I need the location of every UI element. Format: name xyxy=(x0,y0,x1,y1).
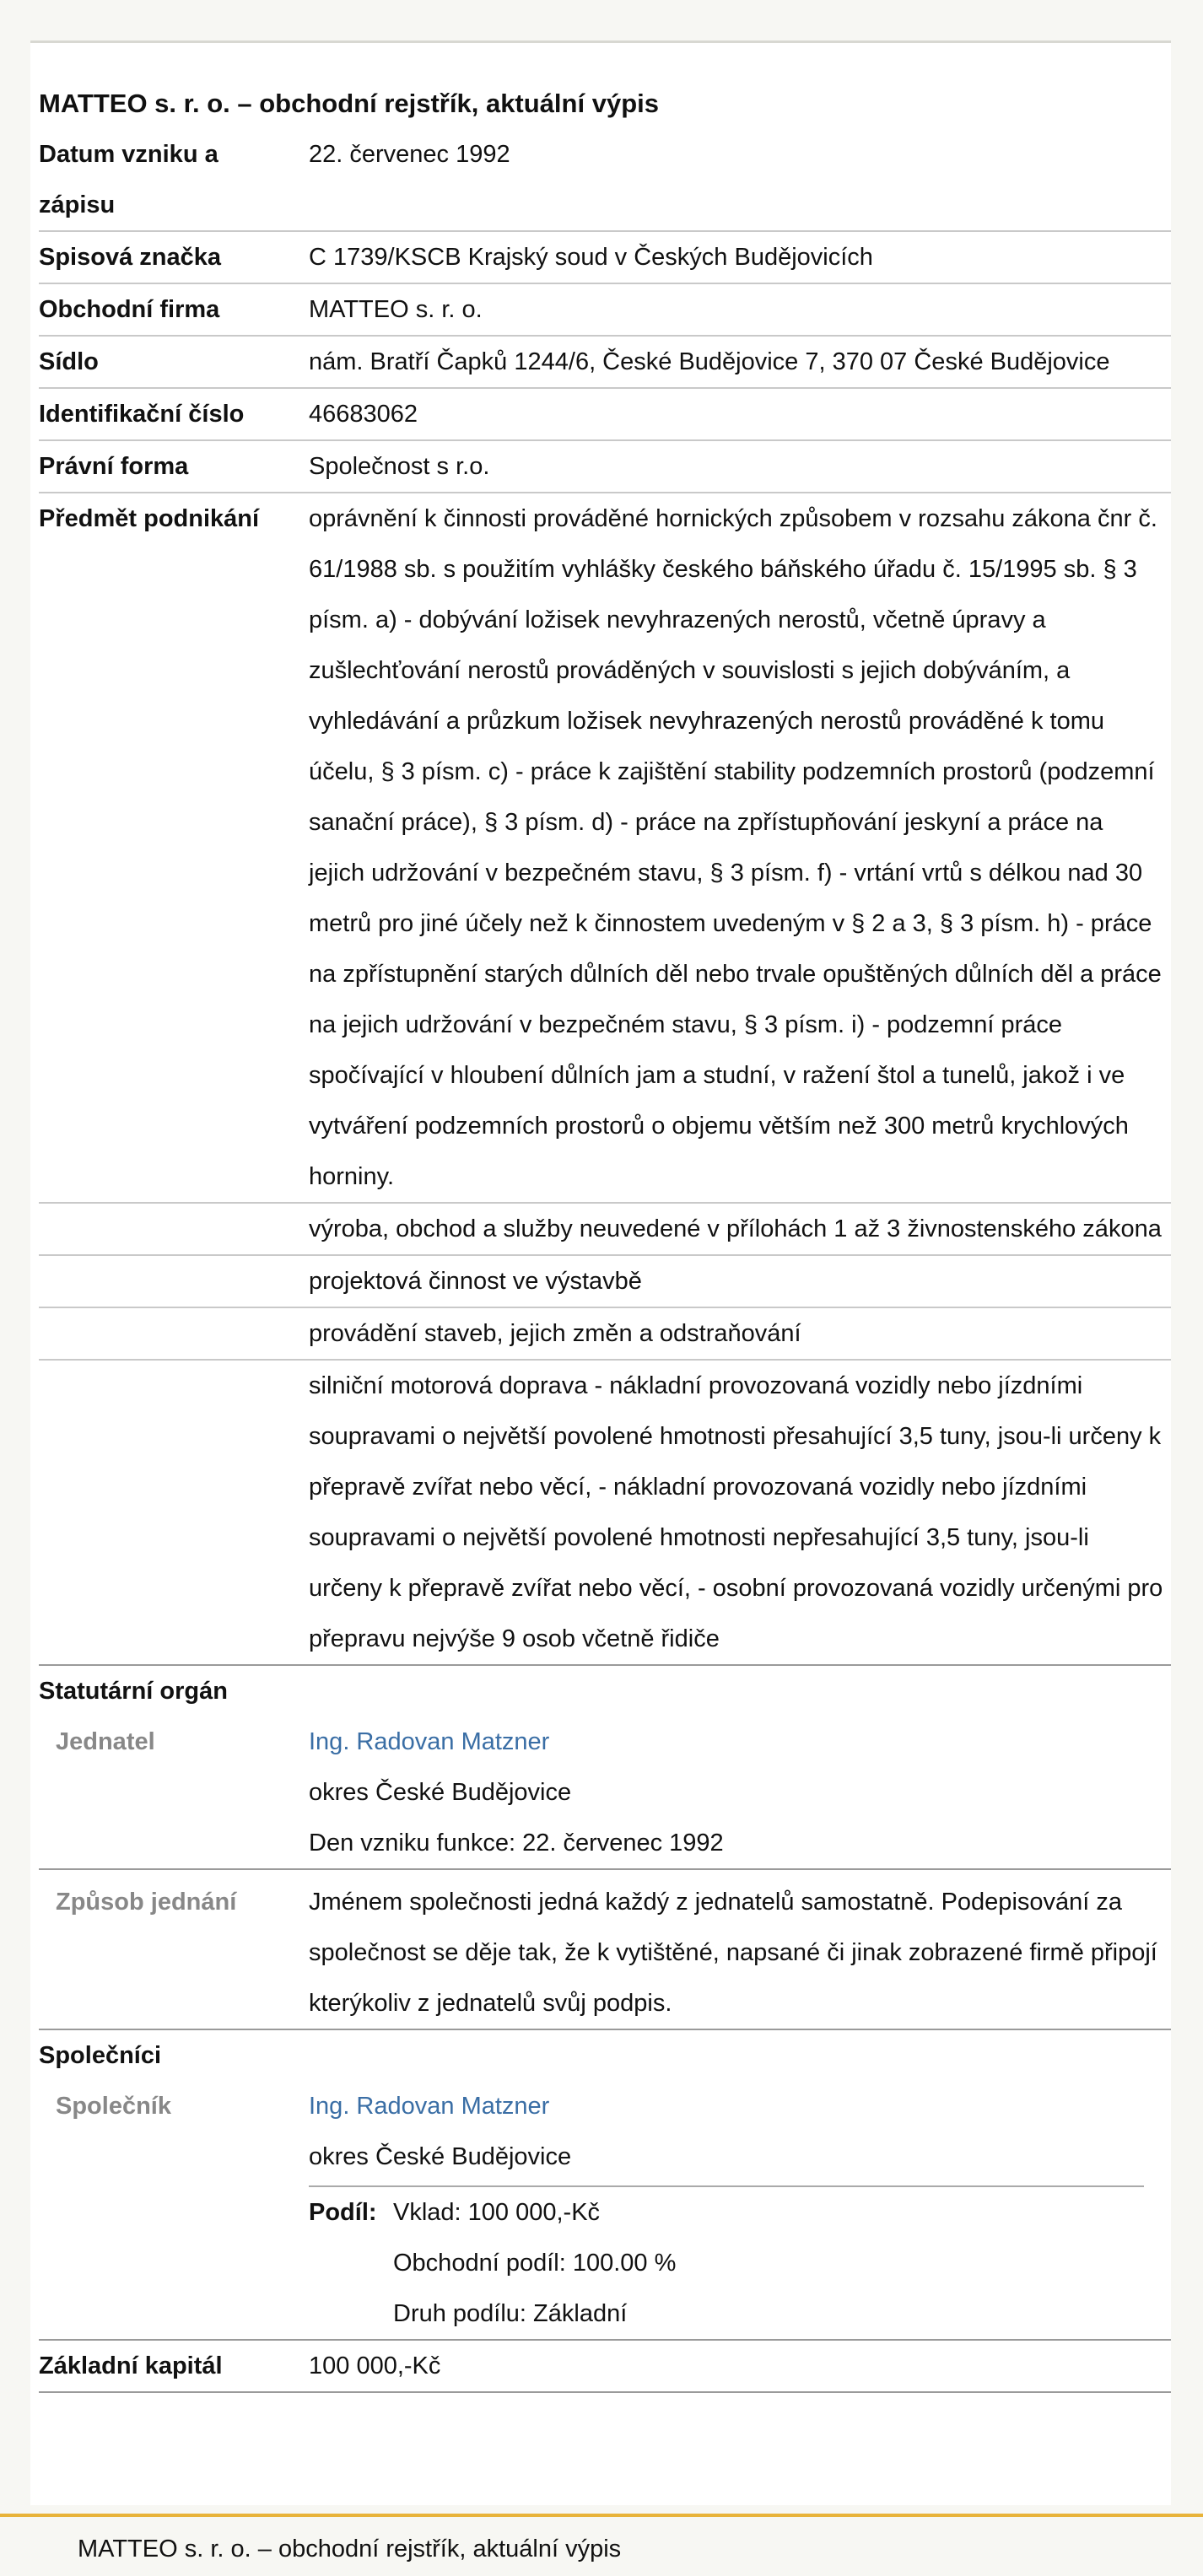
spolecnik-okres: okres České Budějovice xyxy=(309,2143,572,2170)
document-page xyxy=(30,40,1171,2505)
section-spolecnici xyxy=(39,2029,1171,2081)
value-pravni-forma: Společnost s r.o. xyxy=(309,440,1171,493)
row-predmet-item xyxy=(39,1203,1171,1255)
value-datum-vzniku: 22. červenec 1992 xyxy=(309,129,1171,231)
label-datum-vzniku: Datum vzniku a zápisu xyxy=(39,129,309,231)
label-identifikacni-cislo: Identifikační číslo xyxy=(39,388,309,440)
jednatel-name-link[interactable]: Ing. Radovan Matzner xyxy=(309,1728,550,1755)
label-zpusob-jednani: Způsob jednání xyxy=(39,1869,309,2029)
row-predmet-item xyxy=(39,1360,1171,1665)
predmet-item: provádění staveb, jejich změn a odstraňování xyxy=(309,1307,1171,1360)
register-table xyxy=(39,129,1171,2393)
value-identifikacni-cislo: 46683062 xyxy=(309,388,1171,440)
row-zpusob-jednani xyxy=(39,1869,1171,2029)
row-jednatel xyxy=(39,1716,1171,1869)
row-zakladni-kapital xyxy=(39,2340,1171,2392)
page-title: MATTEO s. r. o. – obchodní rejstřík, aktuální výpis xyxy=(39,89,659,118)
jednatel-okres: okres České Budějovice xyxy=(309,1779,572,1806)
value-zpusob-jednani: Jménem společnosti jedná každý z jednatelů samostatně. Podepisování za společnost se děje tak, že k vytištěné, napsané či jinak zobrazené firmě připojí kterýkoliv z jednatelů svůj podpis. xyxy=(309,1869,1171,2029)
podil-block xyxy=(309,2185,1144,2339)
label-sidlo: Sídlo xyxy=(39,336,309,388)
value-obchodni-firma: MATTEO s. r. o. xyxy=(309,283,1171,336)
row-pravni-forma xyxy=(39,440,1171,493)
podil-druh: Druh podílu: Základní xyxy=(393,2300,628,2327)
value-sidlo: nám. Bratří Čapků 1244/6, České Budějovice 7, 370 07 České Budějovice xyxy=(309,336,1171,388)
section-heading-spolecnici: Společníci xyxy=(39,2042,162,2069)
row-predmet-podnikani xyxy=(39,493,1171,1203)
jednatel-den-vzniku-funkce: Den vzniku funkce: 22. červenec 1992 xyxy=(309,1830,724,1857)
label-jednatel: Jednatel xyxy=(39,1716,309,1869)
row-predmet-item xyxy=(39,1255,1171,1307)
label-spisova-znacka: Spisová značka xyxy=(39,231,309,283)
spolecnik-name-link[interactable]: Ing. Radovan Matzner xyxy=(309,2093,550,2120)
row-obchodni-firma xyxy=(39,283,1171,336)
row-predmet-item xyxy=(39,1307,1171,1360)
footer-text: MATTEO s. r. o. – obchodní rejstřík, aktuální výpis xyxy=(78,2536,622,2563)
row-spolecnik xyxy=(39,2081,1171,2340)
row-identifikacni-cislo xyxy=(39,388,1171,440)
row-spisova-znacka xyxy=(39,231,1171,283)
label-predmet-podnikani: Předmět podnikání xyxy=(39,493,309,1203)
podil-obchodni: Obchodní podíl: 100.00 % xyxy=(393,2250,677,2277)
row-datum-vzniku xyxy=(39,129,1171,231)
page-footer xyxy=(0,2514,1203,2576)
label-zakladni-kapital: Základní kapitál xyxy=(39,2340,309,2392)
podil-vklad: Vklad: 100 000,-Kč xyxy=(393,2199,601,2226)
section-heading-statutarni: Statutární orgán xyxy=(39,1678,228,1705)
label-obchodni-firma: Obchodní firma xyxy=(39,283,309,336)
row-sidlo xyxy=(39,336,1171,388)
section-statutarni-organ xyxy=(39,1665,1171,1716)
label-spolecnik: Společník xyxy=(39,2081,309,2340)
predmet-item: výroba, obchod a služby neuvedené v přílohách 1 až 3 živnostenského zákona xyxy=(309,1203,1171,1255)
predmet-item: silniční motorová doprava - nákladní provozovaná vozidly nebo jízdními soupravami o největší povolené hmotnosti přesahující 3,5 tuny, jsou-li určeny k přepravě zvířat nebo věcí, - nákladní provozovaná vozidly nebo jízdními soupravami o největší povolené hmotnosti nepřesahující 3,5 tuny, jsou-li určeny k přepravě zvířat nebo věcí, - osobní provozovaná vozidly určenými pro přepravu nejvýše 9 osob včetně řidiče xyxy=(309,1360,1171,1665)
label-pravni-forma: Právní forma xyxy=(39,440,309,493)
value-zakladni-kapital: 100 000,-Kč xyxy=(309,2340,1171,2392)
predmet-item: oprávnění k činnosti prováděné hornických způsobem v rozsahu zákona čnr č. 61/1988 sb. s použitím vyhlášky českého báňského úřadu č. 15/1995 sb. § 3 písm. a) - dobývání ložisek nevyhrazených nerostů, včetně úpravy a zušlechťování nerostů prováděných v souvislosti s jejich dobýváním, a vyhledávání a průzkum ložisek nevyhrazených nerostů prováděné k tomu účelu, § 3 písm. c) - práce k zajištění stability podzemních prostorů (podzemní sanační práce), § 3 písm. d) - práce na zpřístupňování jeskyní a práce na jejich udržování v bezpečném stavu, § 3 písm. f) - vrtání vrtů s délkou nad 30 metrů pro jiné účely než k činnostem uvedeným v § 2 a 3, § 3 písm. h) - práce na zpřístupnění starých důlních děl nebo trvale opuštěných důlních děl a práce na jejich udržování v bezpečném stavu, § 3 písm. i) - podzemní práce spočívající v hloubení důlních jam a studní, v ražení štol a tunelů, jakož i ve vytváření podzemních prostorů o objemu větším než 300 metrů krychlových horniny. xyxy=(309,493,1171,1203)
document-content xyxy=(39,43,1171,2393)
predmet-item: projektová činnost ve výstavbě xyxy=(309,1255,1171,1307)
podil-label: Podíl: xyxy=(309,2199,377,2226)
value-spisova-znacka: C 1739/KSCB Krajský soud v Českých Budějovicích xyxy=(309,231,1171,283)
